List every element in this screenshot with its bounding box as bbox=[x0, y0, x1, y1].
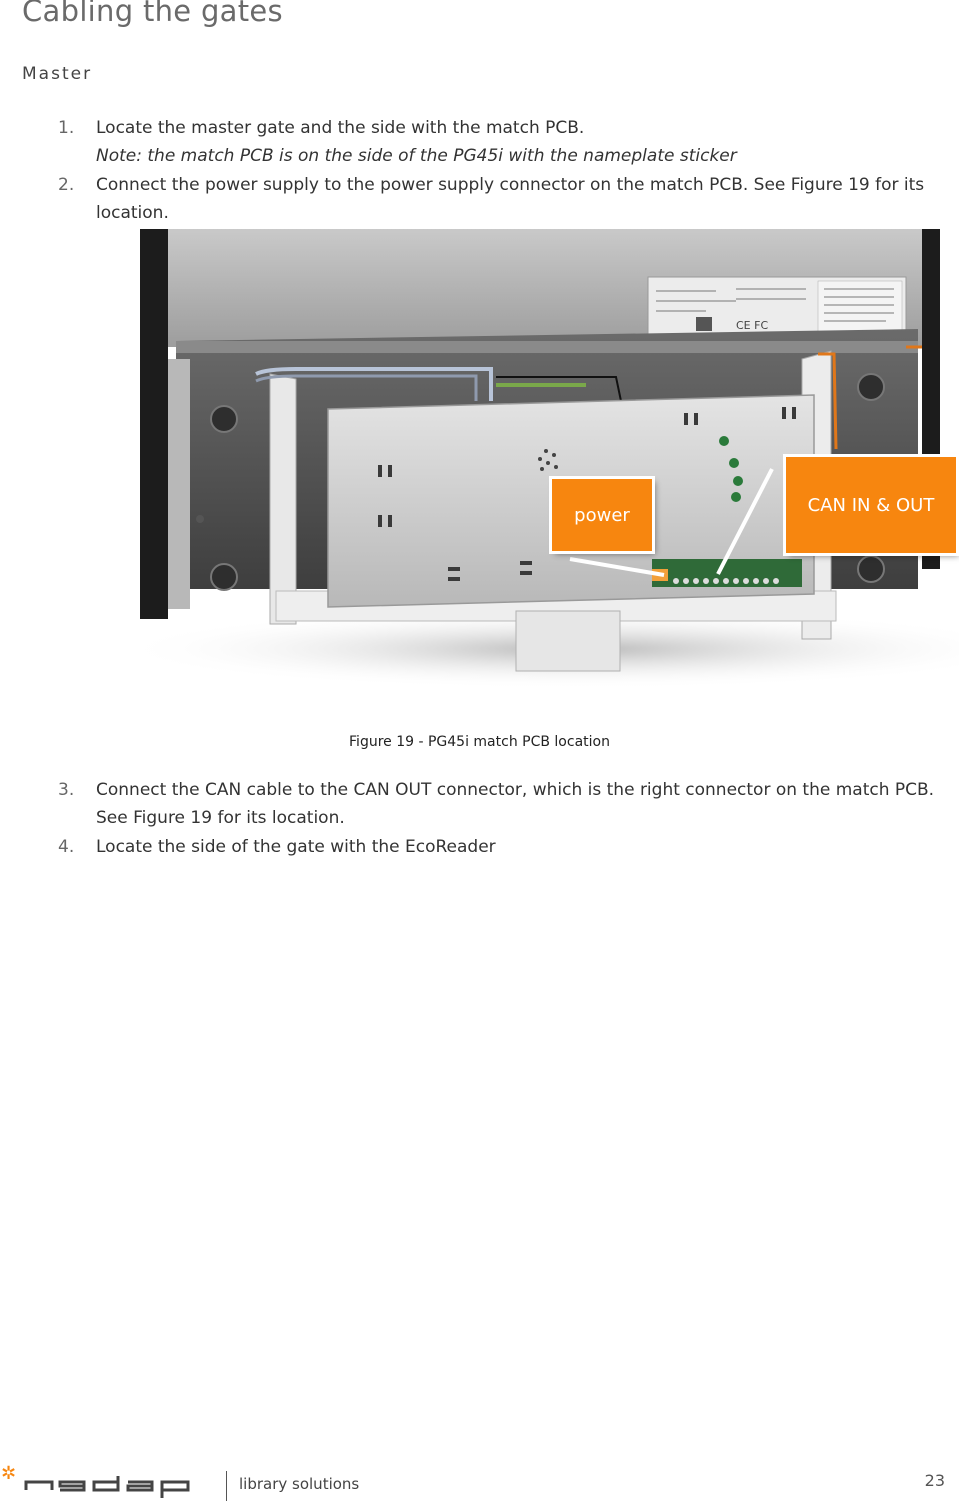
star-icon: ✲ bbox=[1, 1463, 17, 1484]
figure-caption: Figure 19 - PG45i match PCB location bbox=[349, 734, 610, 750]
figure-pcb-photo bbox=[96, 229, 959, 692]
list-number: 3. bbox=[58, 780, 75, 800]
list-text: Connect the CAN cable to the CAN OUT connector, which is the right connector on the match PCB. See Figure 19 for its location. bbox=[96, 780, 935, 828]
section-subtitle: Master bbox=[22, 64, 93, 84]
list-text: Locate the side of the gate with the EcoReader bbox=[96, 837, 496, 857]
page-title: Cabling the gates bbox=[22, 0, 283, 28]
list-note: Note: the match PCB is on the side of the PG45i with the nameplate sticker bbox=[96, 146, 737, 166]
list-number: 2. bbox=[58, 175, 75, 195]
callout-power: power bbox=[552, 479, 652, 551]
footer-product: library solutions bbox=[239, 1475, 360, 1493]
svg-text:CE FC: CE FC bbox=[736, 319, 769, 332]
list-number: 4. bbox=[58, 837, 75, 857]
page-number: 23 bbox=[924, 1471, 945, 1490]
list-number: 1. bbox=[58, 118, 75, 138]
list-text: Locate the master gate and the side with the match PCB. bbox=[96, 118, 585, 138]
callout-can: CAN IN & OUT bbox=[786, 457, 956, 553]
footer-divider bbox=[226, 1471, 227, 1501]
list-text: Connect the power supply to the power supply connector on the match PCB. See Figure 19 for its location. bbox=[96, 175, 925, 223]
